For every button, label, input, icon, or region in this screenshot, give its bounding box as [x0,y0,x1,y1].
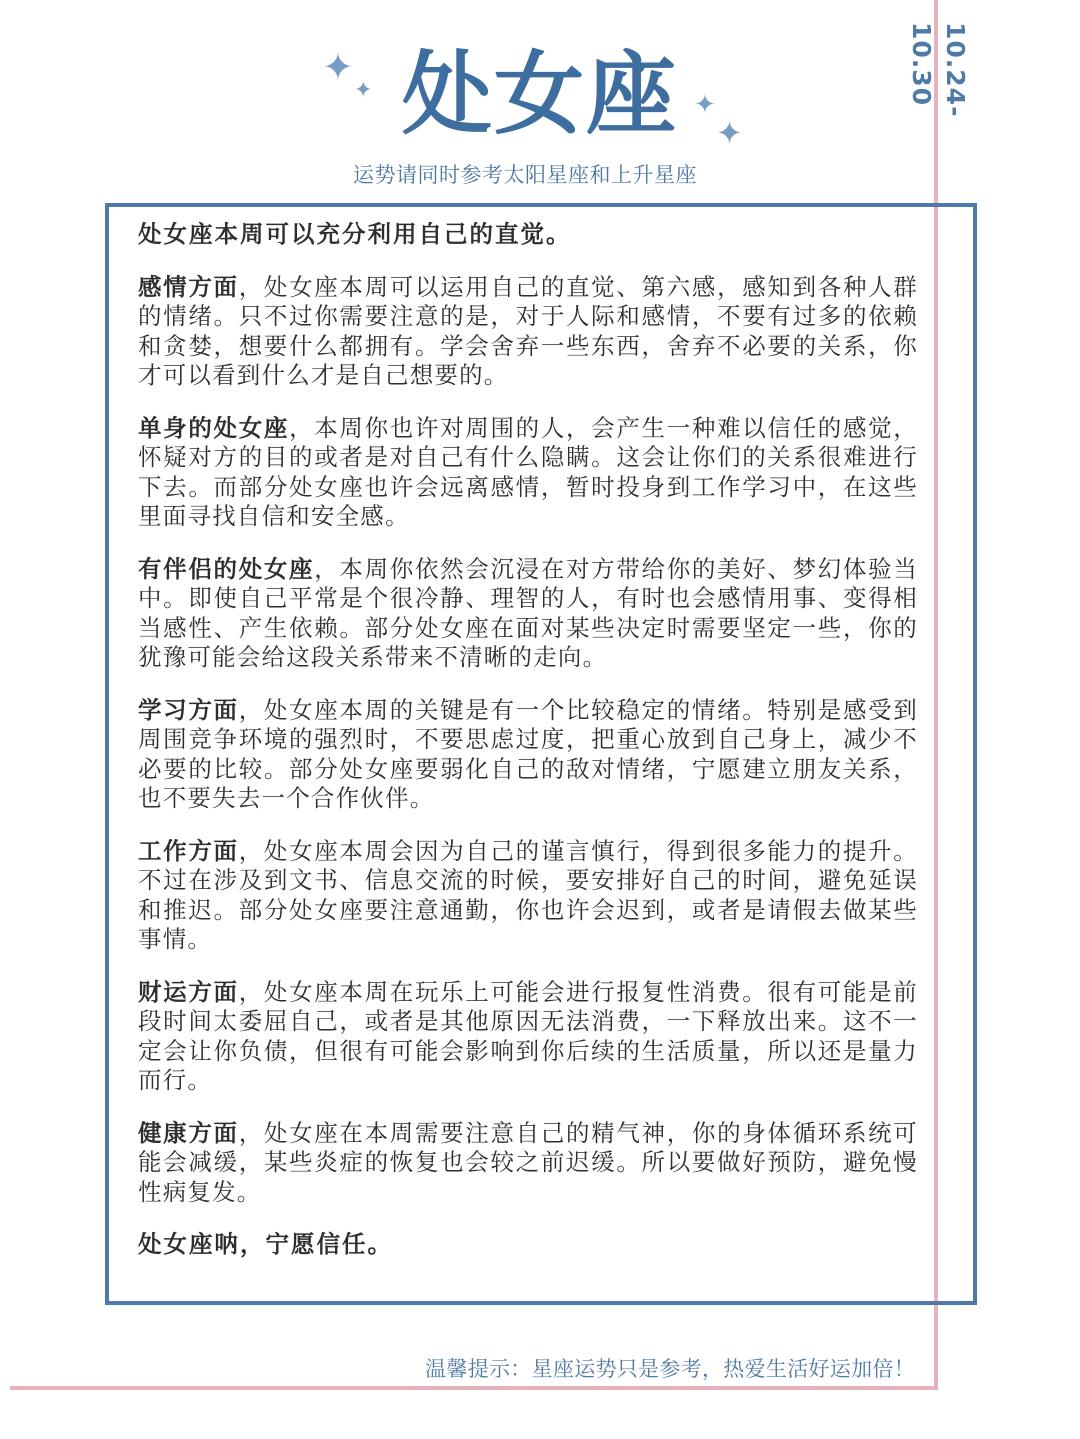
section-lead: 单身的处女座 [138,413,290,442]
section-study [138,696,918,814]
section-lead: 感情方面 [138,272,239,301]
section-lead: 有伴侣的处女座 [138,554,315,583]
date-range: 10.24-10.30 [907,22,970,118]
section-health [138,1119,918,1208]
section-single [138,414,918,532]
section-text: ，处女座本周的关键是有一个比较稳定的情绪。特别是感受到周围竞争环境的强烈时，不要思虑过度，把重心放到自己身上，减少不必要的比较。部分处女座要弱化自己的敌对情绪，宁愿建立朋友关系，也不要失去一个合作伙伴。 [138,695,918,812]
ending-paragraph: 处女座呐，宁愿信任。 [138,1230,393,1258]
section-text: ，本周你依然会沉浸在对方带给你的美好、梦幻体验当中。即使自己平常是个很冷静、理智的人，有时也会感情用事、变得相当感性、产生依赖。部分处女座在面对某些决定时需要坚定一些，你的犹豫可能会给这段关系带来不清晰的走向。 [138,554,918,671]
section-lead: 健康方面 [138,1118,239,1147]
section-lead: 学习方面 [138,695,239,724]
section-love [138,273,918,391]
section-work [138,837,918,955]
horoscope-content [138,220,918,1283]
section-text: ，处女座本周在玩乐上可能会进行报复性消费。很有可能是前段时间太委屈自己，或者是其他原因无法消费，一下释放出来。这不一定会让你负债，但很有可能会影响到你后续的生活质量，所以还是量力而行。 [138,977,918,1094]
section-text: ，处女座本周会因为自己的谨言慎行，得到很多能力的提升。不过在涉及到文书、信息交流的时候，要安排好自己的时间，避免延误和推迟。部分处女座要注意通勤，你也许会迟到，或者是请假去做某些事情。 [138,836,918,953]
section-wealth [138,978,918,1096]
intro-paragraph: 处女座本周可以充分利用自己的直觉。 [138,220,572,248]
section-lead: 工作方面 [138,836,239,865]
section-text: ，处女座在本周需要注意自己的精气神，你的身体循环系统可能会减缓，某些炎症的恢复也会较之前迟缓。所以要做好预防，避免慢性病复发。 [138,1118,918,1206]
section-text: ，本周你也许对周围的人，会产生一种难以信任的感觉，怀疑对方的目的或者是对自己有什么隐瞒。这会让你们的关系很难进行下去。而部分处女座也许会远离感情，暂时投身到工作学习中，在这些里面寻找自信和安全感。 [138,413,918,530]
sparkle-icon: ✦ [354,78,373,103]
section-lead: 财运方面 [138,977,239,1006]
footer-tip: 温馨提示：星座运势只是参考，热爱生活好运加倍！ [425,1357,915,1381]
section-partnered [138,555,918,673]
content-frame [105,203,977,1305]
pink-horizontal-line [10,1386,938,1390]
section-text: ，处女座本周可以运用自己的直觉、第六感，感知到各种人群的情绪。只不过你需要注意的是，对于人际和感情，不要有过多的依赖和贪婪，想要什么都拥有。学会舍弃一些东西，舍弃不必要的关系，你才可以看到什么才是自己想要的。 [138,272,918,389]
sparkle-icon: ✦ [322,45,354,89]
page-subtitle: 运势请同时参考太阳星座和上升星座 [353,163,697,187]
sparkle-icon: ✦ [716,114,743,152]
sparkle-icon: ✦ [694,90,716,120]
page-title: 处女座 [402,42,678,147]
